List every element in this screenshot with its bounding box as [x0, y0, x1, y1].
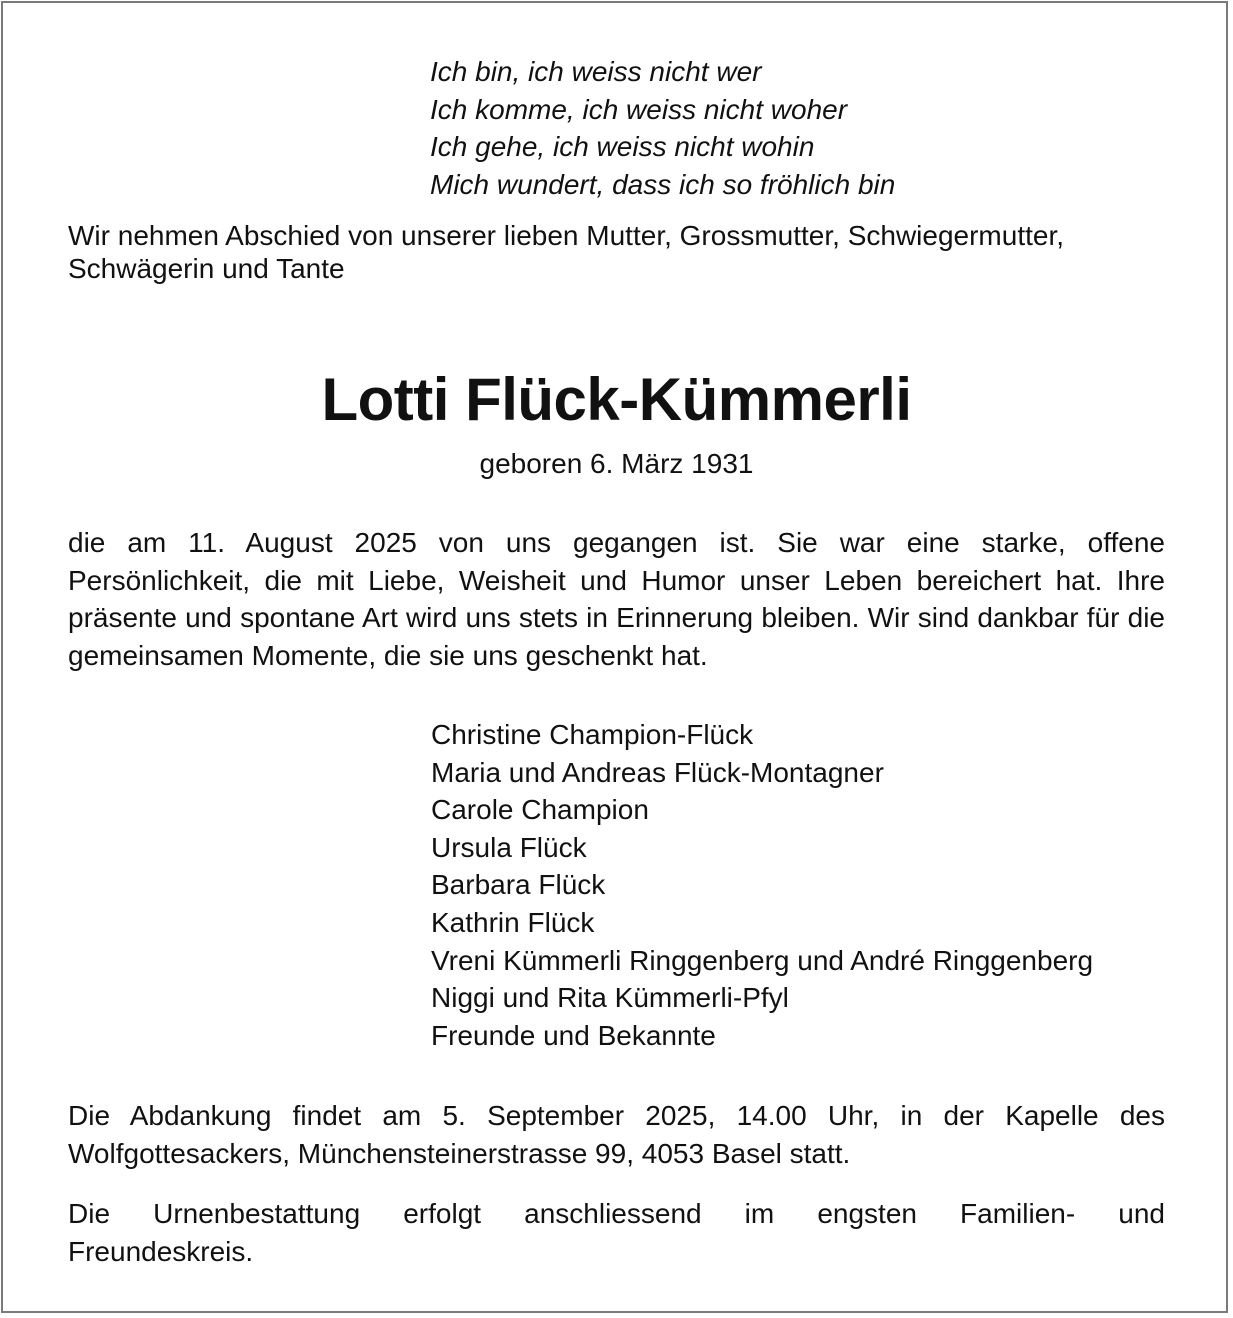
intro-line: Wir nehmen Abschied von unserer lieben Mutter, Grossmutter, Schwiegermutter, [68, 220, 1065, 251]
burial-line: Freundeskreis. [68, 1235, 254, 1267]
mourner-name: Vreni Kümmerli Ringgenberg und André Ringgenberg [431, 944, 1094, 976]
mourner-name: Kathrin Flück [431, 906, 595, 938]
mourner-name: Freunde und Bekannte [431, 1019, 716, 1051]
birth-date: geboren 6. März 1931 [479, 448, 754, 479]
mourner-name: Barbara Flück [431, 869, 606, 901]
poem-line: Mich wundert, dass ich so fröhlich bin [430, 168, 896, 200]
mourner-name: Carole Champion [431, 794, 649, 826]
intro-text [68, 219, 1165, 285]
intro-line: Schwägerin und Tante [68, 253, 345, 284]
deceased-name: Lotti Flück-Kümmerli [321, 366, 912, 433]
poem-line: Ich bin, ich weiss nicht wer [430, 56, 762, 87]
mourner-name: Ursula Flück [431, 831, 587, 863]
poem-line: Ich komme, ich weiss nicht woher [430, 93, 848, 125]
poem-line: Ich gehe, ich weiss nicht wohin [430, 131, 815, 162]
mourner-name: Niggi und Rita Kümmerli-Pfyl [431, 982, 789, 1014]
mourner-name: Christine Champion-Flück [431, 719, 754, 750]
burial-info [68, 1195, 1165, 1270]
funeral-info: Die Abdankung findet am 5. September 2025, 14.00 Uhr, in der Kapelle des Wolfgottesackers, Münchensteinerstrasse 99, 4053 Basel statt. [68, 1100, 1165, 1169]
mourners-list [431, 716, 1093, 1054]
burial-line: Die Urnenbestattung erfolgt anschliessend im engsten Familien- und [68, 1198, 1165, 1229]
mourner-name: Maria und Andreas Flück-Montagner [431, 756, 884, 788]
tribute-text: die am 11. August 2025 von uns gegangen ist. Sie war eine starke, offene Persönlichkeit, die mit Liebe, Weisheit und Humor unser Leben bereichert hat. Ihre präsente und spontane Art wird uns stets in Erinnerung bleiben. Wir sind dankbar für die gemeinsamen Momente, die sie uns geschenkt hat. [68, 527, 1165, 671]
poem [430, 53, 895, 203]
